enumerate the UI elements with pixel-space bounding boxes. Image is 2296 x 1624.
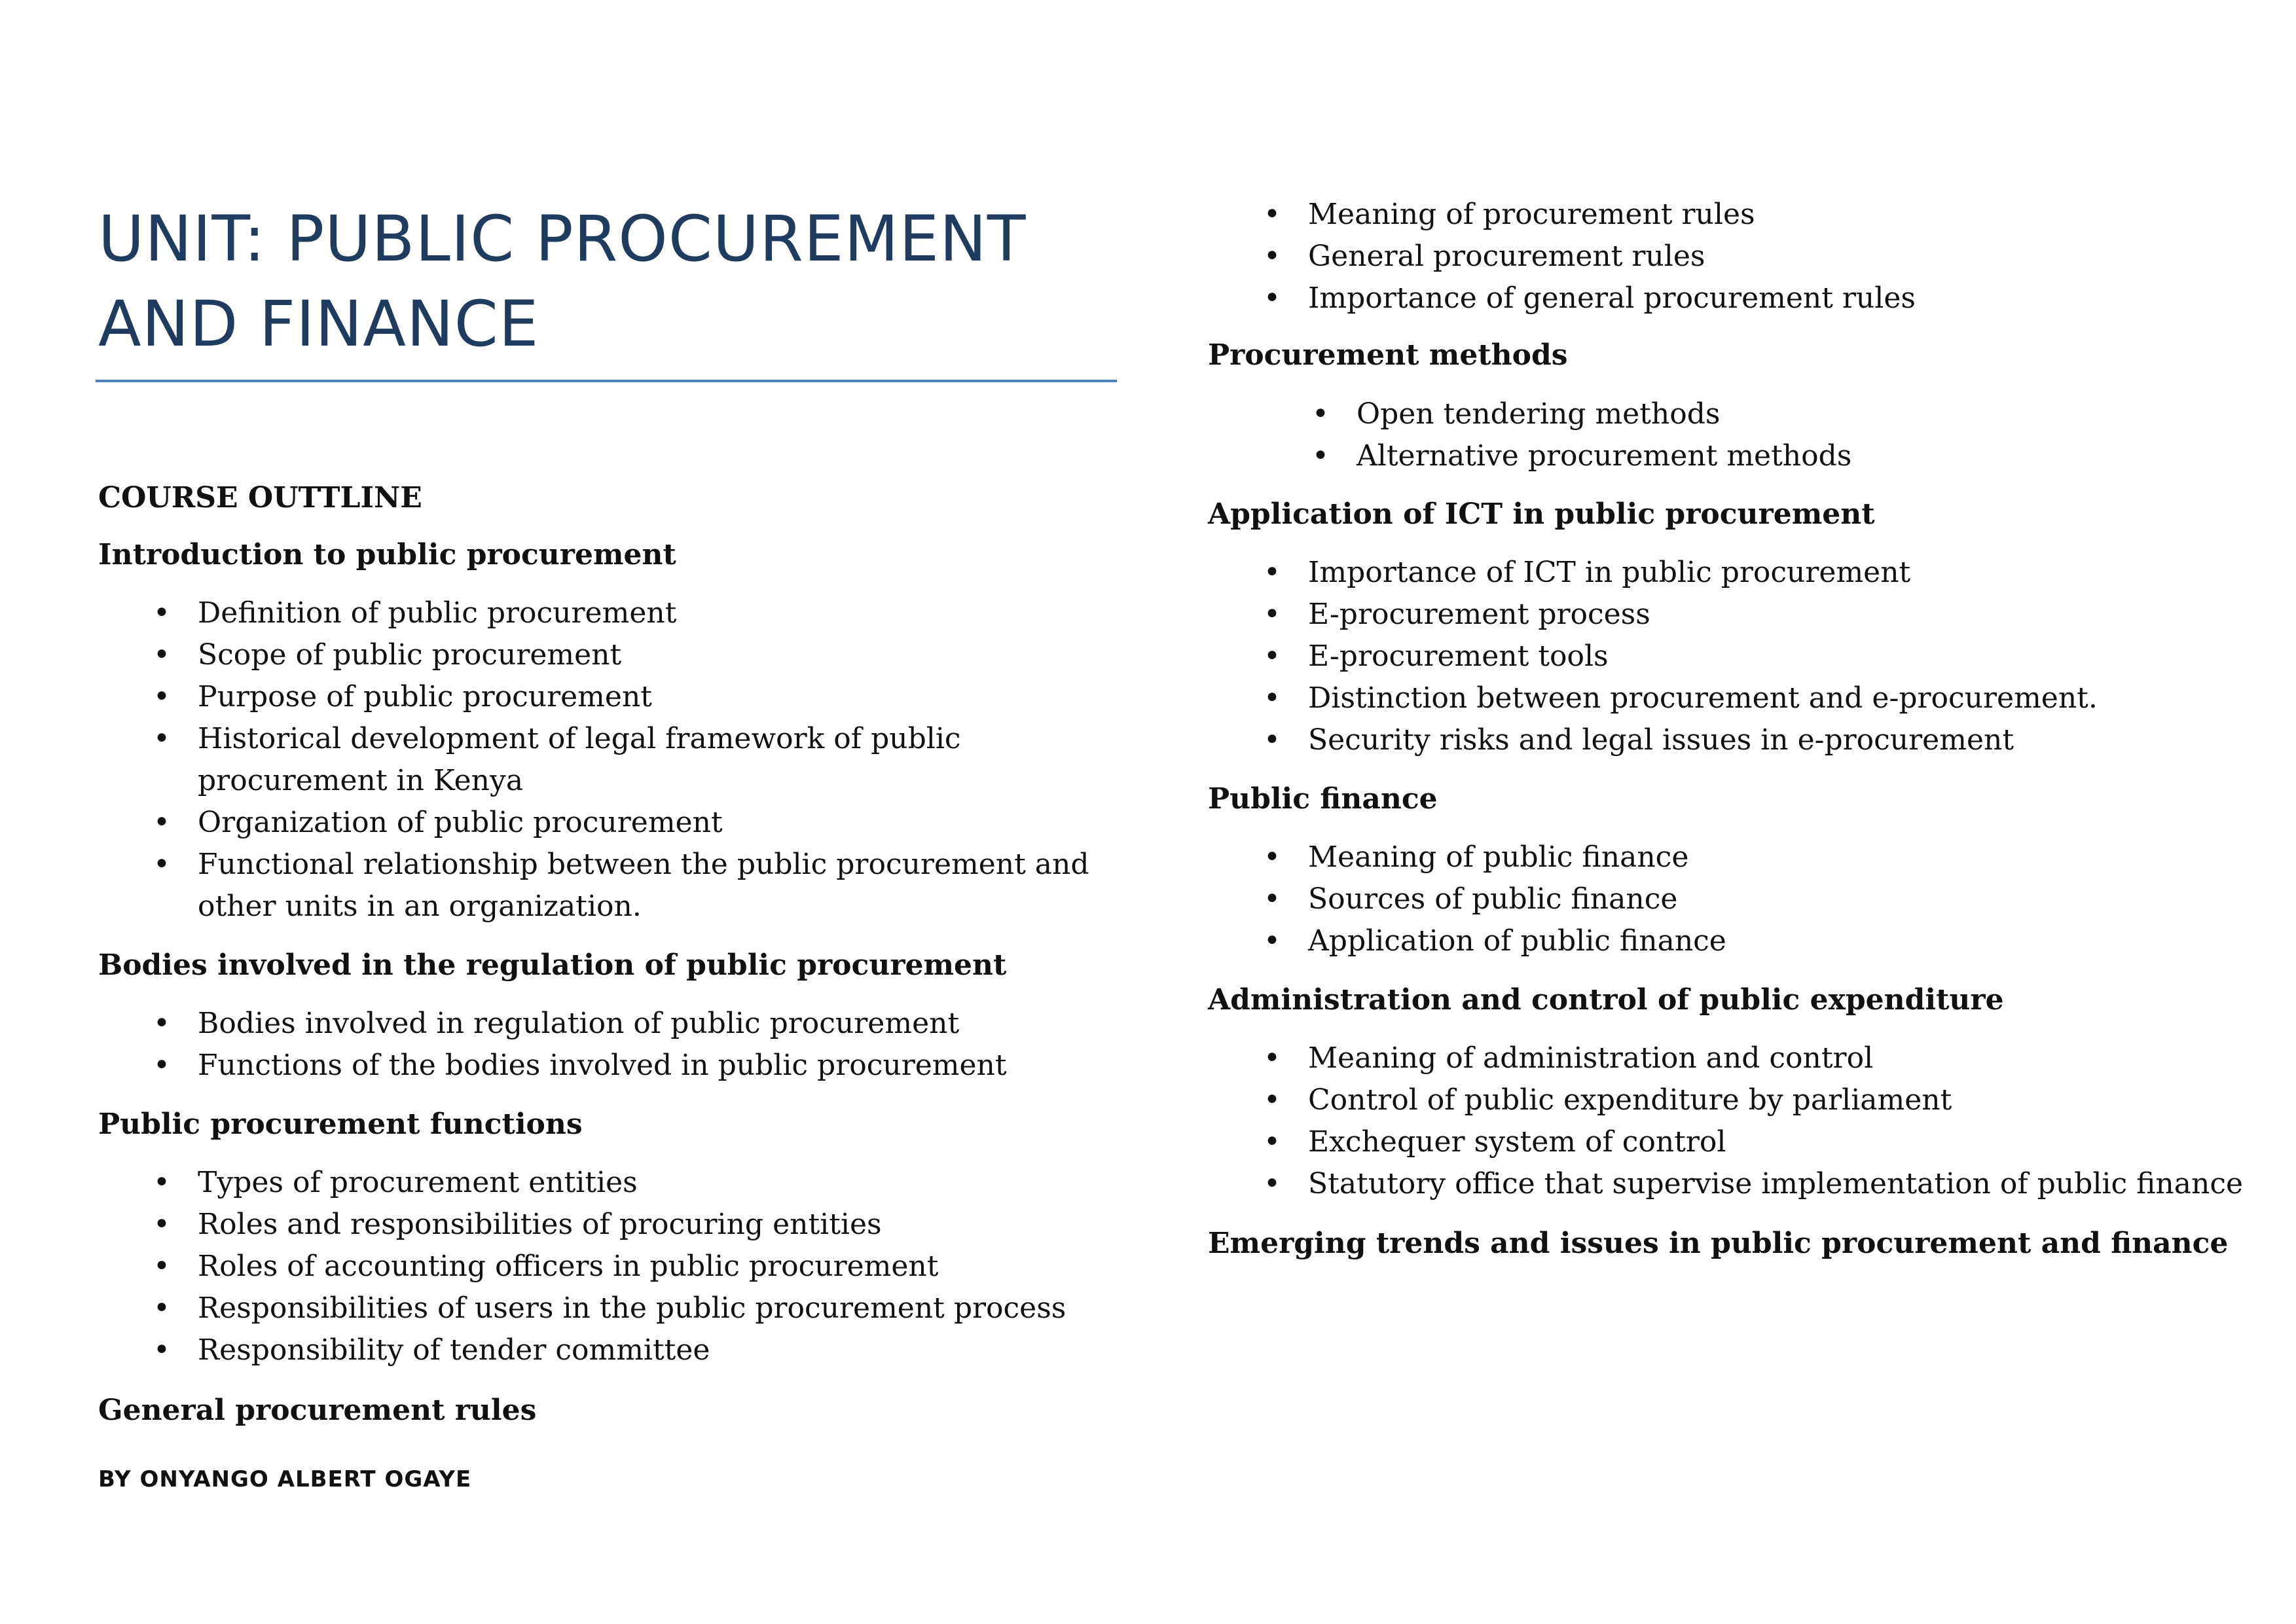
- list-item: • Historical development of legal framework of public procurement in Kenya: [198, 718, 1114, 802]
- list-item: • E-procurement tools: [1308, 636, 2251, 677]
- bullet-icon: •: [1264, 1125, 1281, 1159]
- section-heading-expenditure: Administration and control of public expenditure: [1208, 983, 2004, 1017]
- bullet-icon: •: [1264, 681, 1281, 715]
- list-item: • Importance of general procurement rules: [1308, 278, 2251, 319]
- bullet-icon: •: [1264, 924, 1281, 958]
- bullet-icon: •: [153, 596, 170, 630]
- list-item: • Statutory office that supervise implementation of public finance: [1308, 1163, 2251, 1205]
- list-item: • Exchequer system of control: [1308, 1121, 2251, 1163]
- list-item: • Importance of ICT in public procurement: [1308, 552, 2251, 594]
- section-heading-functions: Public procurement functions: [98, 1108, 583, 1141]
- list-item: • Distinction between procurement and e-procurement.: [1308, 677, 2251, 719]
- title-underline: [96, 380, 1117, 382]
- bullet-icon: •: [153, 1208, 170, 1241]
- bullet-icon: •: [1264, 840, 1281, 874]
- bullet-icon: •: [153, 806, 170, 839]
- bullet-icon: •: [153, 1007, 170, 1040]
- bullet-icon: •: [1264, 1041, 1281, 1075]
- list-item: • Meaning of public finance: [1308, 837, 2251, 878]
- list-item: • Roles of accounting officers in public procurement: [198, 1246, 1114, 1288]
- bullet-icon: •: [1264, 240, 1281, 273]
- section-heading-general-rules: General procurement rules: [98, 1394, 537, 1427]
- list-item: • Security risks and legal issues in e-procurement: [1308, 719, 2251, 761]
- bullet-icon: •: [1264, 556, 1281, 589]
- bullet-icon: •: [153, 638, 170, 672]
- continued-list-general-rules: [1264, 194, 2251, 319]
- bullet-icon: •: [153, 1049, 170, 1082]
- section-list-methods: [1312, 393, 2247, 477]
- bullet-icon: •: [153, 1291, 170, 1325]
- section-heading-introduction: Introduction to public procurement: [98, 538, 676, 571]
- section-heading-bodies: Bodies involved in the regulation of public procurement: [98, 948, 1007, 982]
- bullet-icon: •: [1264, 198, 1281, 231]
- list-item: • Open tendering methods: [1357, 393, 2247, 435]
- course-outline-label: COURSE OUTTLINE: [98, 481, 422, 514]
- list-item: • Responsibility of tender committee: [198, 1329, 1114, 1371]
- bullet-icon: •: [1264, 723, 1281, 757]
- bullet-icon: •: [1312, 439, 1329, 473]
- list-item: • Sources of public finance: [1308, 878, 2251, 920]
- list-item: • Alternative procurement methods: [1357, 435, 2247, 477]
- list-item: • Bodies involved in regulation of public procurement: [198, 1003, 1114, 1045]
- list-item: • Scope of public procurement: [198, 634, 1114, 676]
- list-item: • General procurement rules: [1308, 236, 2251, 278]
- section-heading-ict: Application of ICT in public procurement: [1208, 497, 1875, 531]
- list-item: • Meaning of administration and control: [1308, 1038, 2251, 1079]
- section-heading-emerging-trends: Emerging trends and issues in public procurement and finance: [1208, 1227, 2229, 1260]
- author-byline: BY ONYANGO ALBERT OGAYE: [98, 1466, 472, 1492]
- bullet-icon: •: [1264, 1167, 1281, 1200]
- list-item: • Types of procurement entities: [198, 1162, 1114, 1204]
- section-heading-methods: Procurement methods: [1208, 338, 1568, 372]
- section-list-bodies: [153, 1003, 1114, 1087]
- bullet-icon: •: [153, 680, 170, 713]
- section-heading-public-finance: Public finance: [1208, 782, 1438, 816]
- section-list-public-finance: [1264, 837, 2251, 962]
- list-item: • Meaning of procurement rules: [1308, 194, 2251, 236]
- list-item: • E-procurement process: [1308, 594, 2251, 636]
- list-item: • Purpose of public procurement: [198, 676, 1114, 718]
- bullet-icon: •: [153, 848, 170, 881]
- list-item: • Organization of public procurement: [198, 802, 1114, 844]
- list-item: • Roles and responsibilities of procuring entities: [198, 1204, 1114, 1246]
- list-item: • Application of public finance: [1308, 920, 2251, 962]
- bullet-icon: •: [1312, 397, 1329, 431]
- list-item: • Responsibilities of users in the public procurement process: [198, 1288, 1114, 1329]
- bullet-icon: •: [1264, 640, 1281, 673]
- section-list-functions: [153, 1162, 1114, 1371]
- bullet-icon: •: [153, 1250, 170, 1283]
- bullet-icon: •: [153, 1166, 170, 1199]
- list-item: • Functions of the bodies involved in public procurement: [198, 1045, 1114, 1087]
- bullet-icon: •: [153, 1333, 170, 1367]
- bullet-icon: •: [1264, 281, 1281, 315]
- section-list-ict: [1264, 552, 2251, 761]
- section-list-expenditure: [1264, 1038, 2251, 1205]
- list-item: • Functional relationship between the public procurement and other units in an organization.: [198, 844, 1114, 928]
- list-item: • Control of public expenditure by parliament: [1308, 1079, 2251, 1121]
- section-list-introduction: [153, 592, 1114, 928]
- bullet-icon: •: [1264, 598, 1281, 631]
- bullet-icon: •: [153, 722, 170, 755]
- list-item: • Definition of public procurement: [198, 592, 1114, 634]
- bullet-icon: •: [1264, 1083, 1281, 1117]
- bullet-icon: •: [1264, 882, 1281, 916]
- document-title: UNIT: PUBLIC PROCUREMENT AND FINANCE: [98, 202, 1027, 361]
